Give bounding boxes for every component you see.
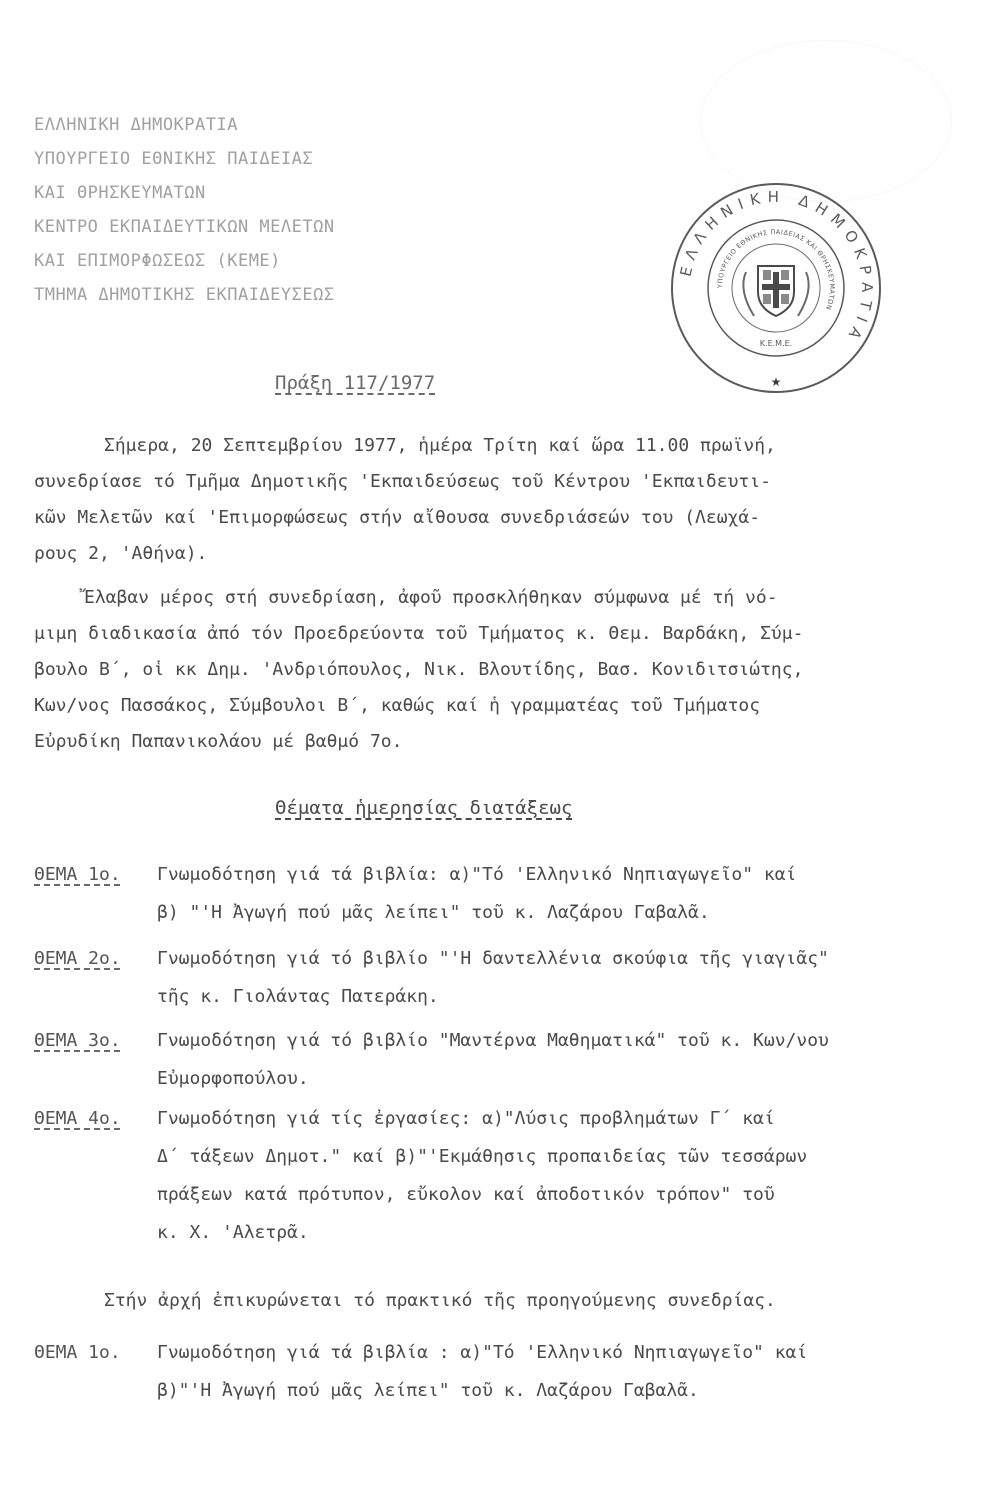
letterhead-line: ΤΜΗΜΑ ΔΗΜΟΤΙΚΗΣ ΕΚΠΑΙΔΕΥΣΕΩΣ xyxy=(34,285,335,305)
participants-line: Κων/νος Πασσάκος, Σύμβουλοι Β΄, καθώς καί ἡ γραμματέας τοῦ Τμήματος xyxy=(34,695,761,716)
participants-line: Ἔλαβαν μέρος στή συνεδρίαση, ἀφοῦ προσκλήθηκαν σύμφωνα μέ τή νό- xyxy=(84,587,778,608)
theme-item xyxy=(34,856,796,932)
theme-label: ΘΕΜΑ 1ο. xyxy=(34,1342,121,1363)
intro-line: κῶν Μελετῶν καί 'Επιμορφώσεως στήν αἴθουσα συνεδριάσεών του (Λεωχά- xyxy=(34,507,761,528)
letterhead-line: ΚΑΙ ΘΡΗΣΚΕΥΜΑΤΩΝ xyxy=(34,183,206,203)
letterhead xyxy=(34,108,335,312)
theme-text: Γνωμοδότηση γιά τίς ἐργασίες: α)"Λύσις προβλημάτων Γ΄ καί xyxy=(157,1108,775,1129)
theme-label: ΘΕΜΑ 2ο. xyxy=(34,948,121,969)
theme-text: Δ΄ τάξεων Δημοτ." καί β)"'Εκμάθησις προπαιδείας τῶν τεσσάρων xyxy=(157,1146,808,1167)
participants-line: Εὐρυδίκη Παπανικολάου μέ βαθμό 7ο. xyxy=(34,731,403,752)
theme-label: ΘΕΜΑ 3ο. xyxy=(34,1030,121,1051)
theme-item-discussion xyxy=(34,1334,807,1410)
letterhead-line: ΚΑΙ ΕΠΙΜΟΡΦΩΣΕΩΣ (ΚΕΜΕ) xyxy=(34,251,281,271)
stamp-outer-text: ΕΛΛΗΝΙΚΗ ΔΗΜΟΚΡΑΤΙΑ xyxy=(676,187,877,348)
coat-of-arms-icon xyxy=(743,266,808,316)
theme-text: Γνωμοδότηση γιά τά βιβλία : α)"Τό 'Ελληνικό Νηπιαγωγεῖο" καί xyxy=(157,1342,808,1363)
theme-text: β)"'Η Ἀγωγή πού μᾶς λείπει" τοῦ κ. Λαζάρου Γαβαλᾶ. xyxy=(157,1380,699,1401)
letterhead-line: ΚΕΝΤΡΟ ΕΚΠΑΙΔΕΥΤΙΚΩΝ ΜΕΛΕΤΩΝ xyxy=(34,217,335,237)
act-title: Πράξη 117/1977 xyxy=(275,372,436,394)
theme-text: τῆς κ. Γιολάντας Πατεράκη. xyxy=(157,986,439,1007)
letterhead-line: ΥΠΟΥΡΓΕΙΟ ΕΘΝΙΚΗΣ ΠΑΙΔΕΙΑΣ xyxy=(34,149,314,169)
theme-text: Εὐμορφοπούλου. xyxy=(157,1068,309,1089)
theme-text: Γνωμοδότηση γιά τό βιβλίο "'Η δαντελλένια σκούφια τῆς γιαγιᾶς" xyxy=(157,948,829,969)
ratification-line: Στήν ἀρχή ἐπικυρώνεται τό πρακτικό τῆς προηγούμενης συνεδρίας. xyxy=(104,1290,776,1311)
theme-item xyxy=(34,1100,807,1252)
theme-text: β) "'Η Ἀγωγή πού μᾶς λείπει" τοῦ κ. Λαζάρου Γαβαλᾶ. xyxy=(157,902,710,923)
star-icon: ★ xyxy=(770,375,782,389)
intro-paragraph xyxy=(34,428,776,572)
faded-stamp-mark xyxy=(700,40,952,202)
stamp-bottom-text: Κ.Ε.Μ.Ε. xyxy=(759,339,793,348)
participants-line: βουλο Β΄, οἱ κκ Δημ. 'Ανδριόπουλος, Νικ. Βλουτίδης, Βασ. Κονιδιτσιώτης, xyxy=(34,659,804,680)
theme-label: ΘΕΜΑ 4ο. xyxy=(34,1108,121,1129)
participants-paragraph xyxy=(34,580,803,760)
theme-text: πράξεων κατά πρότυπον, εὔκολον καί ἀποδοτικόν τρόπον" τοῦ xyxy=(157,1184,775,1205)
theme-text: Γνωμοδότηση γιά τά βιβλία: α)"Τό 'Ελληνικό Νηπιαγωγεῖο" καί xyxy=(157,864,797,885)
intro-line: συνεδρίασε τό Τμῆμα Δημοτικῆς 'Εκπαιδεύσεως τοῦ Κέντρου 'Εκπαιδευτι- xyxy=(34,471,771,492)
theme-item xyxy=(34,1022,829,1098)
theme-item xyxy=(34,940,829,1016)
agenda-title: Θέματα ἡμερησίας διατάξεως xyxy=(275,797,573,819)
letterhead-line: ΕΛΛΗΝΙΚΗ ΔΗΜΟΚΡΑΤΙΑ xyxy=(34,115,238,135)
participants-line: μιμη διαδικασία ἀπό τόν Προεδρεύοντα τοῦ Τμήματος κ. Θεμ. Βαρδάκη, Σύμ- xyxy=(34,623,804,644)
intro-line: Σήμερα, 20 Σεπτεμβρίου 1977, ἡμέρα Τρίτη καί ὥρα 11.00 πρωϊνή, xyxy=(104,435,776,456)
theme-label: ΘΕΜΑ 1ο. xyxy=(34,864,121,885)
intro-line: ρους 2, 'Αθήνα). xyxy=(34,543,208,564)
stamp-inner-text: ΥΠΟΥΡΓΕΙΟ ΕΘΝΙΚΗΣ ΠΑΙΔΕΙΑΣ ΚΑΙ ΘΡΗΣΚΕΥΜΑΤΩΝ xyxy=(715,227,837,312)
official-seal-stamp xyxy=(668,180,884,396)
theme-text: κ. Χ. 'Αλετρᾶ. xyxy=(157,1222,309,1243)
theme-text: Γνωμοδότηση γιά τό βιβλίο "Μαντέρνα Μαθηματικά" τοῦ κ. Κων/νου xyxy=(157,1030,829,1051)
